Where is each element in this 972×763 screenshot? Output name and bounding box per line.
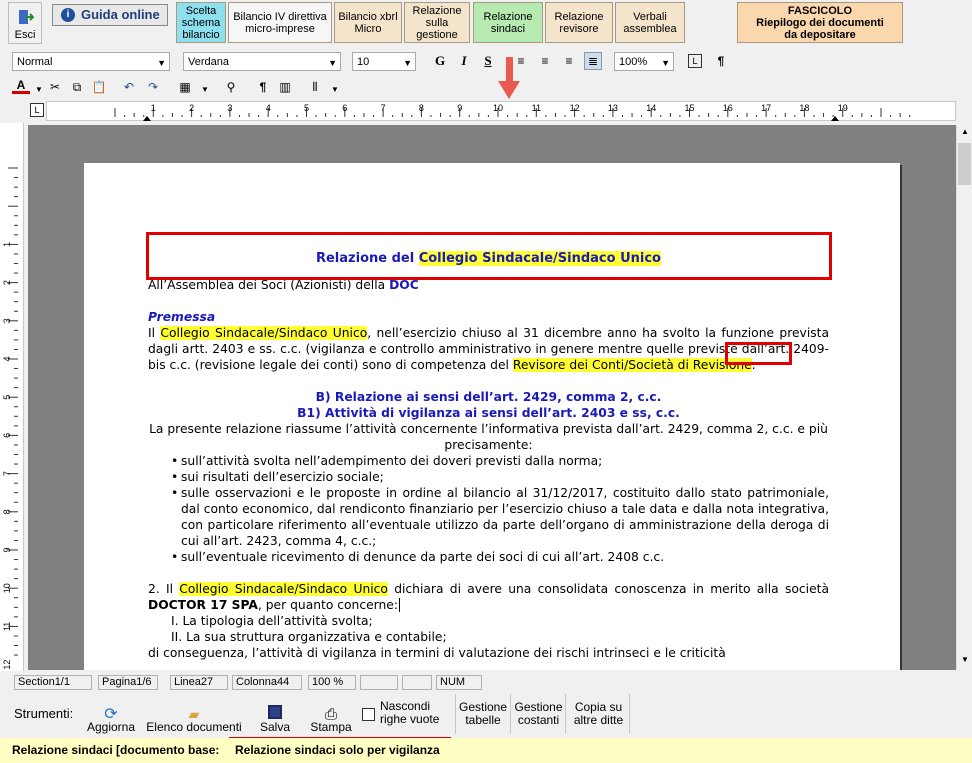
section-b1-heading: B1) Attività di vigilanza ai sensi dell’art. 2403 e ss, c.c.	[297, 406, 680, 420]
status-page: Pagina1/6	[98, 675, 158, 690]
gestione-tabelle-label: Gestione	[458, 700, 508, 714]
align-right-button[interactable]	[536, 52, 554, 70]
ruler-number: 17	[761, 103, 772, 113]
p2-company: DOCTOR 17 SPA	[148, 598, 258, 612]
chevron-down-icon: ▼	[328, 58, 337, 68]
tab-stop-selector[interactable]	[30, 103, 44, 117]
cut-paragraph: di conseguenza, l’attività di vigilanza in termini di valutazione dei rischi intrinseci e le criticità	[148, 646, 726, 660]
fascicolo-label: Riepilogo dei documenti	[756, 16, 884, 29]
gestione-tabelle-button[interactable]	[455, 694, 511, 734]
intro-paragraph: La presente relazione riassume l’attività concernente l’informativa prevista dall’art. 2429, comma 2, c.c. e più precisamente:	[149, 422, 828, 452]
tab-relazione-revisore[interactable]	[545, 2, 613, 43]
tab-label: Bilancio IV direttiva	[233, 10, 327, 23]
folder-icon: ▰	[188, 706, 200, 722]
vruler-number: 11	[2, 621, 12, 632]
underline-button[interactable]	[479, 52, 497, 70]
p2-text: dichiara di avere una consolidata conoscenza in merito alla società	[387, 582, 829, 596]
redo-icon: ↷	[147, 80, 159, 94]
list-item: • sull’attività svolta nell’adempimento dei doveri previsti dalla norma;	[148, 453, 829, 469]
aggiorna-button[interactable]	[84, 694, 138, 734]
ruler-number: 7	[380, 103, 386, 113]
ruler-number: 9	[457, 103, 463, 113]
vruler-number: 10	[2, 583, 12, 594]
style-select[interactable]	[12, 52, 170, 71]
chevron-down-icon: ▼	[157, 58, 166, 68]
ruler-number: 6	[342, 103, 348, 113]
exit-icon	[17, 8, 35, 26]
ruler-number: 3	[227, 103, 233, 113]
zoom-value: 100%	[619, 56, 648, 68]
tab-label: Relazione	[483, 10, 533, 23]
ruler-number: 18	[799, 103, 810, 113]
vruler-number: 1	[2, 241, 12, 247]
text-cursor	[399, 598, 400, 612]
columns-button[interactable]	[276, 78, 294, 96]
columns-icon: ▥	[279, 80, 291, 94]
tab-label: Micro	[354, 22, 382, 35]
ruler-number: 19	[837, 103, 848, 113]
paste-icon: 📋	[91, 80, 107, 94]
p2-text: 2. Il	[148, 582, 180, 596]
scroll-thumb[interactable]	[958, 143, 971, 185]
status-zoom: 100 %	[308, 675, 356, 690]
tab-label: Bilancio xbrl	[338, 10, 398, 23]
chevron-down-icon: ▼	[661, 58, 670, 68]
insert-dropdown[interactable]	[326, 80, 344, 98]
ruler-number: 11	[531, 103, 541, 113]
cut-button[interactable]	[46, 78, 64, 96]
copia-label: Copia su	[574, 700, 623, 714]
scroll-up-icon[interactable]: ▲	[961, 127, 969, 136]
underline-icon: S	[484, 53, 492, 68]
p1-text: quelle previste dall’art. 2409-bis c.c. (revisione legale dei conti) sono di competenza del	[148, 342, 829, 372]
p1-text: Il	[148, 326, 161, 340]
align-left-button[interactable]	[512, 52, 530, 70]
vertical-ruler	[0, 123, 24, 671]
scroll-down-icon[interactable]: ▼	[961, 655, 969, 664]
vruler-number: 4	[2, 356, 12, 362]
assembly-text: All’Assemblea dei Soci (Azionisti) della	[148, 278, 390, 292]
status-empty	[360, 675, 398, 690]
tab-label: gestione	[416, 28, 458, 41]
status-num: NUM	[436, 675, 482, 690]
status-empty	[402, 675, 432, 690]
annotation-box-mentre	[725, 342, 792, 365]
title-highlight: Collegio Sindacale/Sindaco Unico	[418, 251, 661, 266]
paste-button[interactable]	[90, 78, 108, 96]
tab-label: sindaci	[490, 22, 526, 35]
justify-icon: ≣	[587, 54, 599, 68]
elenco-label: Elenco documenti	[146, 720, 242, 734]
fascicolo-button[interactable]	[737, 2, 903, 43]
p1-mentre: mentre	[597, 342, 643, 356]
vertical-scrollbar[interactable]	[956, 125, 972, 670]
tab-label: Relazione	[554, 10, 604, 23]
nascondi-label-line: righe vuote	[380, 712, 440, 726]
chevron-down-icon: ▼	[35, 84, 43, 94]
stampa-button[interactable]	[306, 694, 356, 734]
tab-label: schema	[181, 16, 221, 29]
pilcrow-icon: ¶	[717, 54, 725, 68]
ruler-number: 8	[418, 103, 424, 113]
vruler-number: 7	[2, 471, 12, 477]
tools-label: Strumenti:	[14, 706, 74, 721]
p1-highlight: Collegio Sindacale/Sindaco Unico	[160, 326, 368, 340]
tab-relazione-gestione[interactable]	[404, 2, 470, 43]
margin-marker[interactable]	[831, 116, 839, 121]
bold-button[interactable]	[431, 52, 449, 70]
salva-button[interactable]	[252, 694, 298, 734]
align-center-icon: ≡	[565, 54, 573, 68]
premessa-heading: Premessa	[148, 310, 216, 324]
ruler-number: 5	[303, 103, 310, 113]
stampa-label: Stampa	[310, 720, 352, 734]
copy-icon: ⧉	[72, 79, 82, 94]
assembly-company: DOC	[389, 278, 419, 292]
binoculars-icon: ⚲	[226, 80, 236, 94]
ruler-number: 2	[189, 103, 195, 113]
vruler-number: 5	[2, 394, 12, 400]
paragraph-button[interactable]	[254, 78, 272, 96]
scissors-icon: ✂	[49, 80, 61, 94]
printer-icon: ⎙	[324, 706, 337, 723]
list-item: I. La tipologia dell’attività svolta;	[171, 614, 373, 628]
paragraph-icon: ¶	[259, 80, 267, 94]
p1-anno: anno	[607, 326, 637, 340]
list-item: • sui risultati dell’esercizio sociale;	[148, 469, 829, 485]
elenco-documenti-button[interactable]	[142, 694, 246, 734]
tab-scelta-schema[interactable]	[176, 2, 226, 43]
table-icon: ▦	[179, 80, 191, 94]
table-dropdown[interactable]	[196, 80, 214, 98]
font-select[interactable]	[183, 52, 341, 71]
vruler-number: 6	[2, 432, 12, 438]
info-icon: i	[61, 8, 75, 22]
page-break-button[interactable]	[688, 54, 702, 68]
status-section: Section1/1	[14, 675, 92, 690]
align-left-icon: ≡	[517, 54, 525, 68]
italic-icon: I	[461, 53, 467, 68]
footer-label: Relazione sindaci [documento base:	[12, 743, 220, 757]
nascondi-label-line: Nascondi	[380, 699, 431, 713]
list-item: • sulle osservazioni e le proposte in ordine al bilancio al 31/12/2017, costituito dallo stato patrimoniale, dal conto economico, dal rendiconto finanziario per l’esercizio chiuso a tale data e dalla nota integrativa, con particolare riferimento all’eventuale utilizzo da parte dell’organo di amministrazione della deroga di cui all’art. 2423, comma 4, c.c.;	[148, 485, 829, 549]
size-select[interactable]	[352, 52, 416, 71]
p1-highlight: Revisore dei Conti/Società di Revisione	[512, 358, 752, 372]
tab-bilancio-xbrl[interactable]	[334, 2, 402, 43]
save-icon	[268, 705, 282, 719]
copia-altre-ditte-button[interactable]	[568, 694, 630, 734]
guida-label: Guida online	[81, 7, 160, 22]
undo-icon: ↶	[123, 80, 135, 94]
gestione-tabelle-label: tabelle	[465, 713, 501, 727]
justify-button[interactable]	[584, 52, 602, 70]
align-center-button[interactable]	[560, 52, 578, 70]
status-bar	[0, 673, 972, 691]
italic-button[interactable]	[455, 52, 473, 70]
guida-online-button[interactable]	[52, 4, 168, 26]
tab-label: Relazione	[412, 4, 462, 17]
zoom-select[interactable]	[614, 52, 674, 71]
ruler-number: 15	[684, 103, 695, 113]
vruler-number: 8	[2, 509, 12, 515]
chevron-down-icon: ▼	[331, 84, 339, 94]
p1-text: , nell’esercizio chiuso al 31 dicembre	[367, 326, 608, 340]
status-line: Linea27	[170, 675, 228, 690]
tab-left-icon: L	[34, 105, 40, 115]
chevron-down-icon: ▼	[403, 58, 412, 68]
section-b-heading: B) Relazione ai sensi dell’art. 2429, comma 2, c.c.	[315, 390, 662, 404]
ruler-ticks	[47, 102, 957, 122]
footer-bar	[0, 738, 972, 763]
tab-label: Scelta	[185, 4, 217, 17]
copy-button[interactable]	[68, 78, 86, 96]
esci-button[interactable]	[8, 2, 42, 44]
salva-label: Salva	[259, 720, 291, 734]
font-color-button[interactable]	[12, 78, 30, 94]
gestione-costanti-label: Gestione	[514, 700, 563, 714]
insert-button[interactable]	[306, 78, 324, 96]
tab-label: sulla	[425, 16, 449, 29]
p1-text: .	[751, 358, 756, 372]
nascondi-label	[380, 700, 439, 726]
page-layout-icon: L	[692, 56, 698, 66]
vruler-number: 9	[2, 547, 12, 553]
p2-text: , per quanto concerne:	[257, 598, 399, 612]
tab-label: assemblea	[623, 22, 677, 35]
undo-button[interactable]	[120, 78, 138, 96]
redo-button[interactable]	[144, 78, 162, 96]
aggiorna-label: Aggiorna	[86, 720, 136, 734]
tab-bilancio-iv[interactable]	[228, 2, 332, 43]
chevron-down-icon: ▼	[201, 84, 209, 94]
tools-bar	[0, 692, 972, 736]
find-button[interactable]	[222, 78, 240, 96]
footer-document-base: Relazione sindaci solo per vigilanza	[235, 743, 440, 757]
refresh-icon: ⟳	[104, 706, 118, 723]
esci-label: Esci	[14, 29, 36, 41]
ruler-number: 16	[722, 103, 733, 113]
insert-icon: ⫴	[312, 79, 318, 94]
ruler-number: 1	[150, 103, 156, 113]
title-text: Relazione del	[315, 251, 419, 266]
document-body[interactable]	[148, 247, 829, 661]
fascicolo-label: FASCICOLO	[787, 4, 853, 17]
nascondi-checkbox[interactable]	[362, 708, 375, 721]
gestione-costanti-button[interactable]	[512, 694, 566, 734]
align-right-icon: ≡	[541, 54, 549, 68]
tab-label: bilancio	[182, 28, 220, 41]
p1-text: ha svolto la funzione prevista dagli artt. 2403 e ss. c.c. (vigilanza e controllo amministrativo in genere	[148, 326, 830, 356]
ruler-number: 14	[646, 103, 657, 113]
copia-label: altre ditte	[573, 713, 624, 727]
vruler-number: 2	[2, 280, 12, 286]
document-area[interactable]	[28, 125, 956, 670]
status-column: Colonna44	[232, 675, 302, 690]
gestione-costanti-label: costanti	[517, 713, 560, 727]
paragraph-2	[148, 581, 829, 613]
tab-label: micro-imprese	[245, 22, 315, 35]
fascicolo-label: da depositare	[784, 28, 856, 41]
font-value: Verdana	[188, 56, 229, 68]
size-value: 10	[357, 56, 370, 68]
bold-icon: G	[434, 53, 446, 68]
tab-label: Verbali	[633, 10, 667, 23]
ruler-number: 4	[265, 103, 271, 113]
table-button[interactable]	[176, 78, 194, 96]
show-marks-button[interactable]	[712, 52, 730, 70]
vruler-number: 3	[2, 318, 12, 324]
list-item: • sull’eventuale ricevimento di denunce da parte dei soci di cui all’art. 2408 c.c.	[148, 549, 829, 565]
tab-verbali-assemblea[interactable]	[615, 2, 685, 43]
ruler-number: 12	[569, 103, 580, 113]
tab-relazione-sindaci[interactable]	[473, 2, 543, 43]
annotation-box-title	[146, 232, 832, 280]
horizontal-ruler[interactable]	[46, 101, 956, 121]
tab-label: revisore	[559, 22, 599, 35]
list-item: II. La sua struttura organizzativa e contabile;	[171, 630, 447, 644]
ruler-number: 10	[492, 103, 504, 113]
font-color-icon: A	[16, 77, 26, 92]
ruler-number: 13	[607, 103, 618, 113]
vruler-number: 12	[2, 659, 12, 670]
vruler-ticks	[0, 123, 24, 671]
style-value: Normal	[17, 56, 53, 68]
p2-highlight: Collegio Sindacale/Sindaco Unico	[179, 582, 388, 596]
